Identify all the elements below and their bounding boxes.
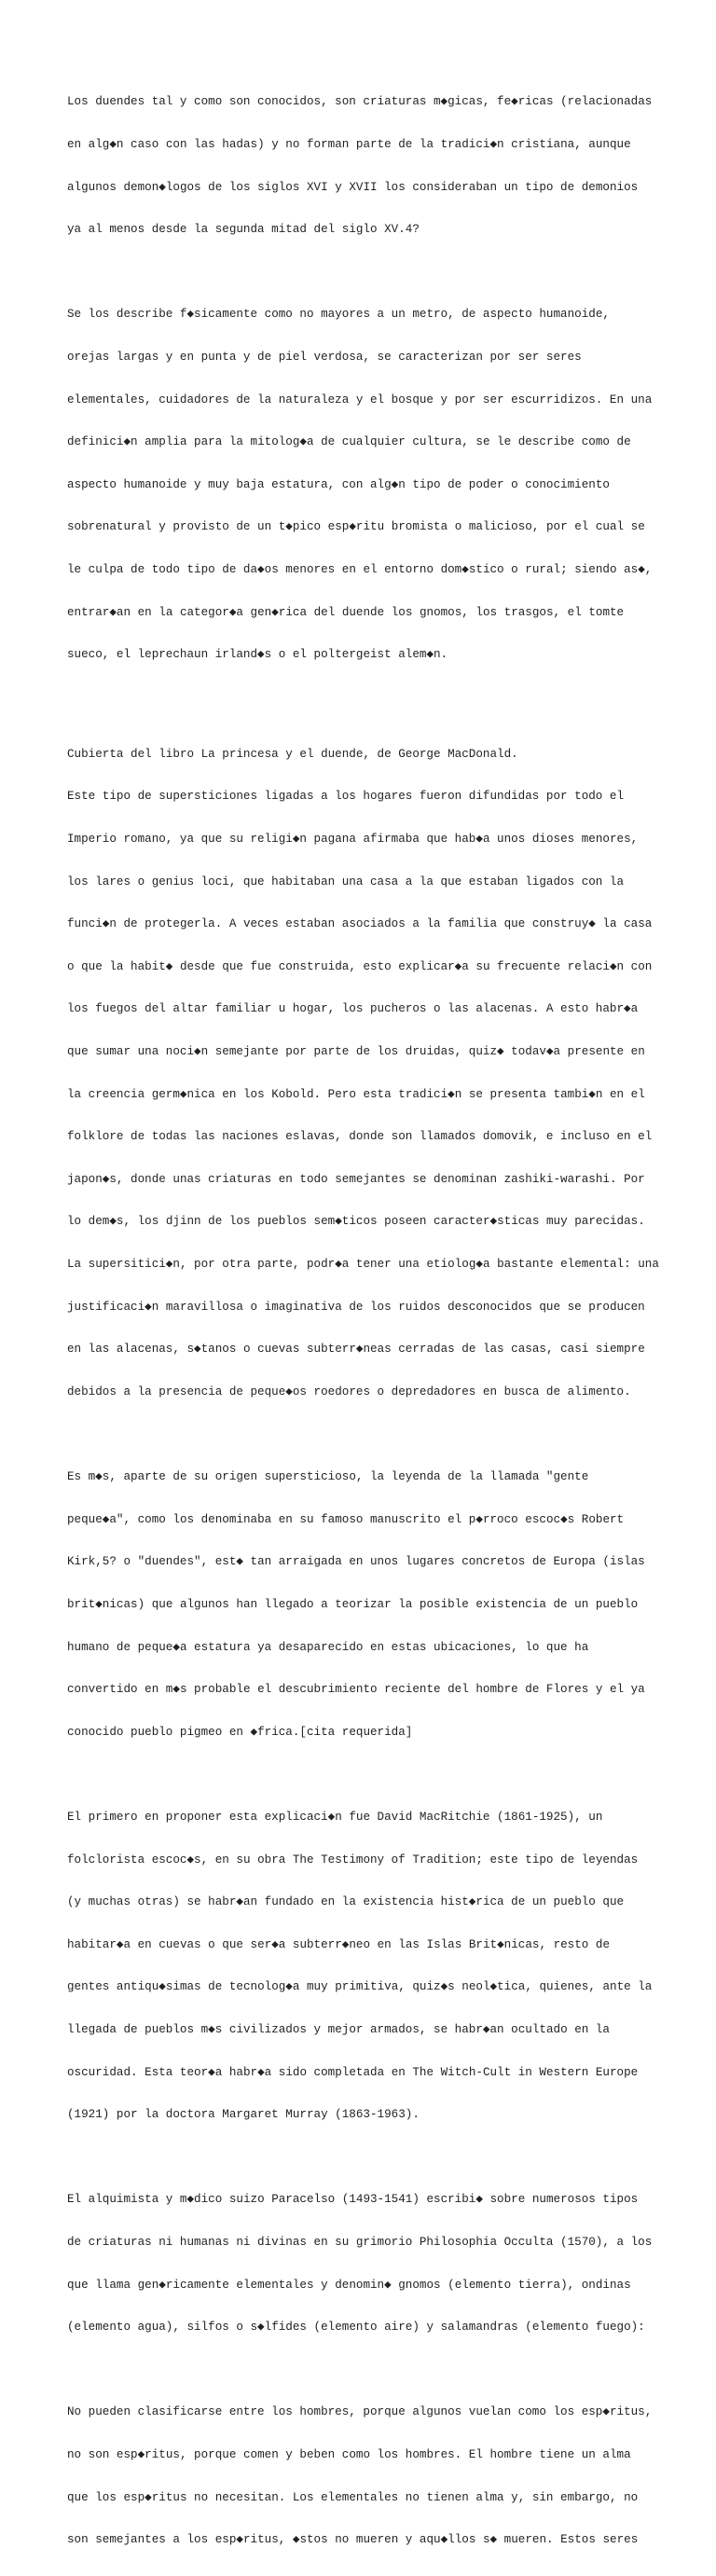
text-line: que los esp◆ritus no necesitan. Los elementales no tienen alma y, sin embargo, no bbox=[67, 2490, 639, 2504]
paragraph-intro bbox=[67, 67, 664, 266]
document-body bbox=[67, 67, 664, 2576]
text-line: gentes antiqu◆simas de tecnolog◆a muy primitiva, quiz◆s neol◆tica, quienes, ante la bbox=[67, 1980, 653, 1994]
paragraph-elementales bbox=[67, 2377, 664, 2576]
text-line: El primero en proponer esta explicaci◆n fue David MacRitchie (1861-1925), un bbox=[67, 1810, 603, 1824]
text-line: la creencia germ◆nica en los Kobold. Pero esta tradici◆n se presenta tambi◆n en el bbox=[67, 1087, 645, 1101]
text-line: (y muchas otras) se habr◆an fundado en la existencia hist◆rica de un pueblo que bbox=[67, 1895, 625, 1909]
text-line: sobrenatural y provisto de un t◆pico esp◆ritu bromista o malicioso, por el cual se bbox=[67, 520, 645, 534]
text-line: los fuegos del altar familiar u hogar, los pucheros o las alacenas. A esto habr◆a bbox=[67, 1002, 639, 1016]
text-line: japon◆s, donde unas criaturas en todo semejantes se denominan zashiki-warashi. Por bbox=[67, 1172, 645, 1186]
text-line: folclorista escoc◆s, en su obra The Testimony of Tradition; este tipo de leyendas bbox=[67, 1853, 639, 1867]
text-line: debidos a la presencia de peque◆os roedores o depredadores en busca de alimento. bbox=[67, 1384, 631, 1398]
text-line: brit◆nicas) que algunos han llegado a teorizar la posible existencia de un pueblo bbox=[67, 1597, 639, 1611]
text-line: Imperio romano, ya que su religi◆n pagana afirmaba que hab◆a unos dioses menores, bbox=[67, 832, 639, 846]
text-line: (elemento agua), silfos o s◆lfides (elemento aire) y salamandras (elemento fuego): bbox=[67, 2321, 645, 2335]
text-line: Se los describe f◆sicamente como no mayores a un metro, de aspecto humanoide, bbox=[67, 308, 610, 322]
text-line: en alg◆n caso con las hadas) y no forman parte de la tradici◆n cristiana, aunque bbox=[67, 138, 631, 152]
text-line: No pueden clasificarse entre los hombres, porque algunos vuelan como los esp◆ritus, bbox=[67, 2405, 653, 2419]
text-line: lo dem◆s, los djinn de los pueblos sem◆ticos poseen caracter◆sticas muy parecidas. bbox=[67, 1215, 645, 1229]
text-line: El alquimista y m◆dico suizo Paracelso (1493-1541) escribi◆ sobre numerosos tipos bbox=[67, 2193, 639, 2207]
text-line: algunos demon◆logos de los siglos XVI y XVII los consideraban un tipo de demonios bbox=[67, 180, 639, 194]
text-line: son semejantes a los esp◆ritus, ◆stos no mueren y aqu◆llos s◆ mueren. Estos seres bbox=[67, 2533, 639, 2547]
text-line: oscuridad. Esta teor◆a habr◆a sido completada en The Witch-Cult in Western Europe bbox=[67, 2065, 639, 2079]
text-line: Cubierta del libro La princesa y el duende, de George MacDonald. bbox=[67, 747, 518, 761]
text-line: o que la habit◆ desde que fue construida, esto explicar◆a su frecuente relaci◆n con bbox=[67, 959, 653, 973]
text-line: ya al menos desde la segunda mitad del siglo XV.4? bbox=[67, 223, 420, 237]
text-line: le culpa de todo tipo de da◆os menores en el entorno dom◆stico o rural; siendo as◆, bbox=[67, 563, 653, 577]
text-line: entrar◆an en la categor◆a gen◆rica del duende los gnomos, los trasgos, el tomte bbox=[67, 605, 625, 619]
text-line: peque◆a", como los denominaba en su famoso manuscrito el p◆rroco escoc◆s Robert bbox=[67, 1512, 625, 1526]
text-line: conocido pueblo pigmeo en ◆frica.[cita requerida] bbox=[67, 1725, 413, 1739]
text-line: Kirk,5? o "duendes", est◆ tan arraigada en unos lugares concretos de Europa (islas bbox=[67, 1555, 645, 1569]
text-line: que llama gen◆ricamente elementales y denomin◆ gnomos (elemento tierra), ondinas bbox=[67, 2278, 631, 2292]
text-line: Este tipo de supersticiones ligadas a los hogares fueron difundidas por todo el bbox=[67, 790, 625, 804]
text-line: aspecto humanoide y muy baja estatura, con alg◆n tipo de poder o conocimiento bbox=[67, 477, 610, 491]
paragraph-paracelso bbox=[67, 2165, 664, 2363]
text-line: humano de peque◆a estatura ya desaparecido en estas ubicaciones, lo que ha bbox=[67, 1640, 589, 1654]
text-line: orejas largas y en punta y de piel verdosa, se caracterizan por ser seres bbox=[67, 351, 582, 365]
text-line: de criaturas ni humanas ni divinas en su grimorio Philosophia Occulta (1570), a los bbox=[67, 2236, 653, 2249]
text-line: que sumar una noci◆n semejante por parte de los druidas, quiz◆ todav◆a presente en bbox=[67, 1044, 645, 1058]
text-line: sueco, el leprechaun irland◆s o el poltergeist alem◆n. bbox=[67, 648, 448, 662]
text-line: (1921) por la doctora Margaret Murray (1863-1963). bbox=[67, 2108, 420, 2122]
text-line: los lares o genius loci, que habitaban una casa a la que estaban ligados con la bbox=[67, 875, 625, 889]
paragraph-supersticiones bbox=[67, 719, 664, 1427]
text-line: elementales, cuidadores de la naturaleza y el bosque y por ser escurridizos. En una bbox=[67, 393, 653, 406]
text-line: Los duendes tal y como son conocidos, son criaturas m◆gicas, fe◆ricas (relacionadas bbox=[67, 95, 653, 109]
text-line: Es m◆s, aparte de su origen supersticioso, la leyenda de la llamada "gente bbox=[67, 1470, 589, 1484]
text-line: La supersitici◆n, por otra parte, podr◆a tener una etiolog◆a bastante elemental: una bbox=[67, 1258, 659, 1272]
text-line: definici◆n amplia para la mitolog◆a de cualquier cultura, se le describe como de bbox=[67, 435, 631, 449]
paragraph-description bbox=[67, 280, 664, 691]
text-line: en las alacenas, s◆tanos o cuevas subterr◆neas cerradas de las casas, casi siempre bbox=[67, 1343, 645, 1357]
paragraph-gente-pequena bbox=[67, 1442, 664, 1769]
paragraph-macritchie bbox=[67, 1783, 664, 2151]
text-line: no son esp◆ritus, porque comen y beben como los hombres. El hombre tiene un alma bbox=[67, 2448, 631, 2462]
text-line: folklore de todas las naciones eslavas, donde son llamados domovik, e incluso en el bbox=[67, 1130, 653, 1144]
text-line: funci◆n de protegerla. A veces estaban asociados a la familia que construy◆ la casa bbox=[67, 917, 653, 931]
text-line: llegada de pueblos m◆s civilizados y mejor armados, se habr◆an ocultado en la bbox=[67, 2022, 610, 2036]
text-line: convertido en m◆s probable el descubrimiento reciente del hombre de Flores y el ya bbox=[67, 1683, 645, 1697]
text-line: justificaci◆n maravillosa o imaginativa de los ruidos desconocidos que se producen bbox=[67, 1300, 645, 1314]
text-line: habitar◆a en cuevas o que ser◆a subterr◆neo en las Islas Brit◆nicas, resto de bbox=[67, 1937, 611, 1951]
